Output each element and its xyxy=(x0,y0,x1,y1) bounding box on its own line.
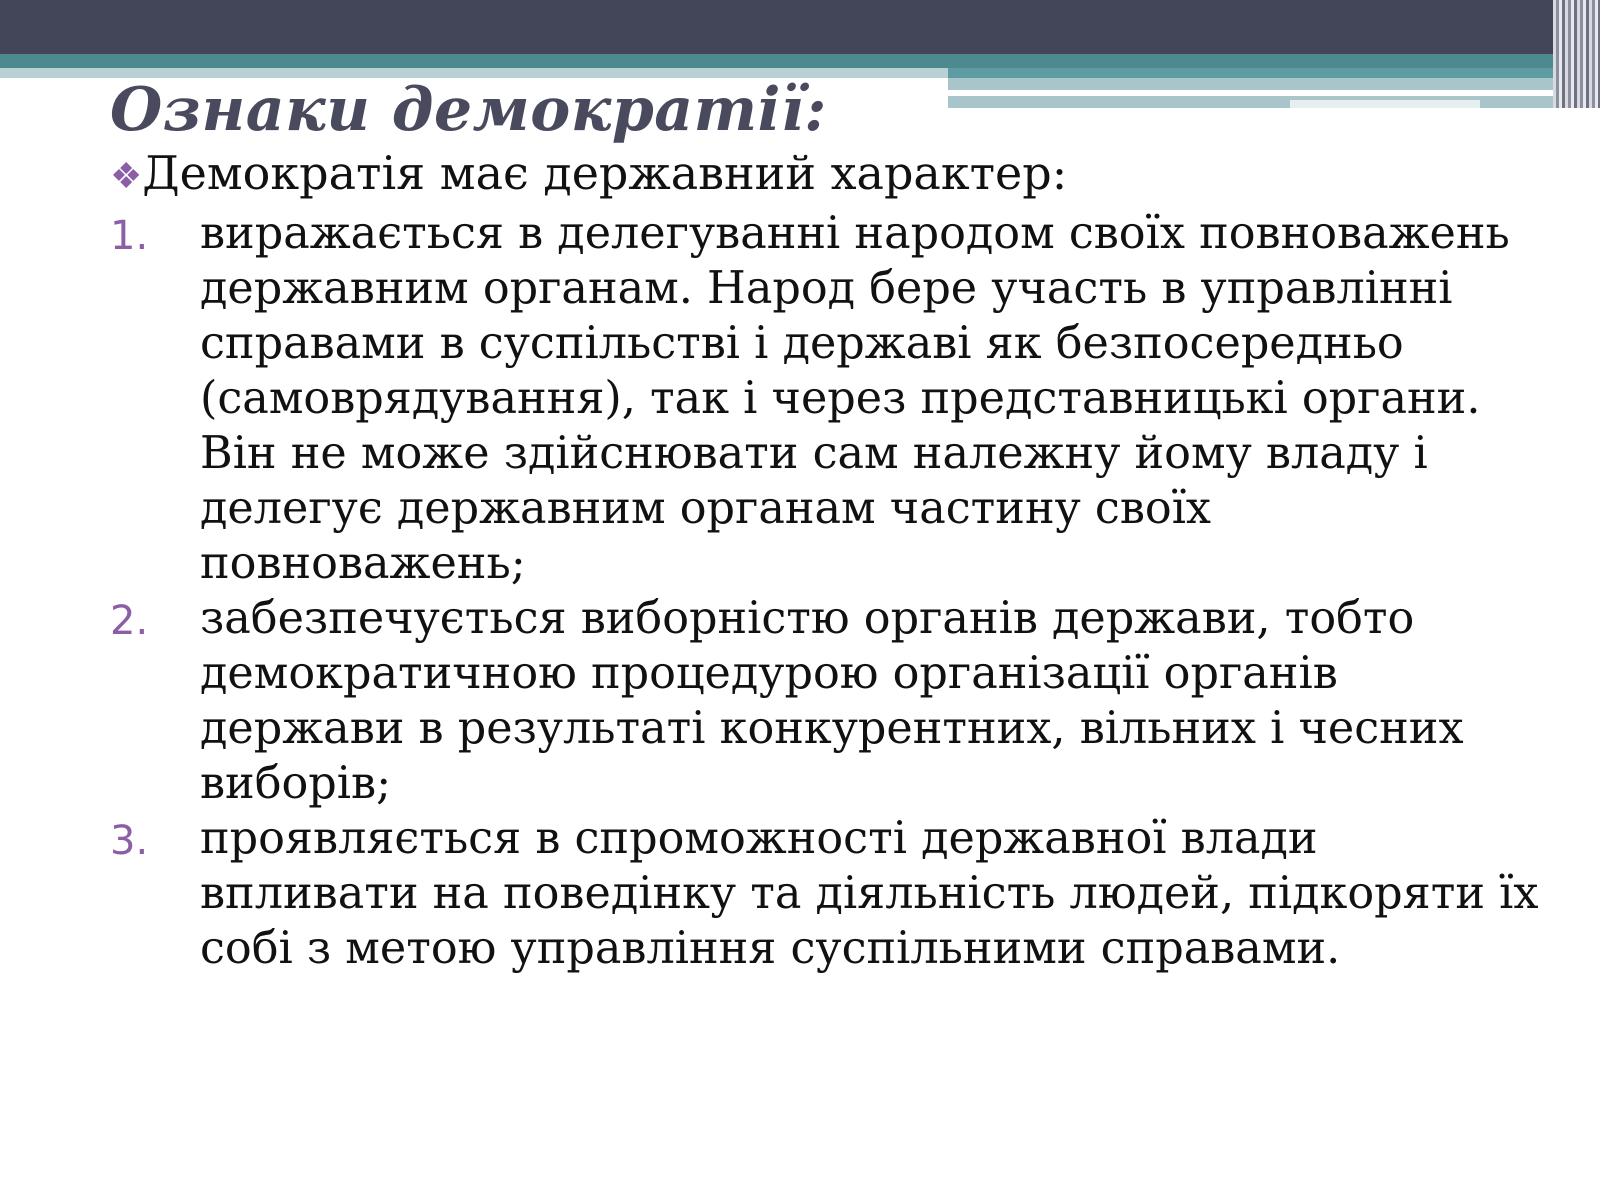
list-item-text: забезпечується виборністю органів держави, тобто демократичною процедурою організації органів держави в результаті конкурентних, вільних і чесних виборів; xyxy=(200,593,1464,809)
list-item-number: 2. xyxy=(110,598,149,644)
header-dark-bar xyxy=(0,0,1600,54)
numbered-list xyxy=(110,206,1550,976)
header-right-strip xyxy=(948,78,1600,90)
list-item xyxy=(110,811,1550,976)
list-item xyxy=(110,206,1550,591)
list-item xyxy=(110,591,1550,811)
header-teal-band xyxy=(0,54,1600,68)
diamond-bullet-icon: ❖ xyxy=(110,156,143,197)
slide-title: Ознаки демократії: xyxy=(110,75,827,145)
list-item-number: 3. xyxy=(110,818,149,864)
intro-line xyxy=(110,146,1067,204)
intro-text: Демократія має державний характер: xyxy=(142,146,1068,200)
header-right-band xyxy=(948,68,1600,78)
list-item-text: виражається в делегуванні народом своїх повноважень державним органам. Народ бере участь в управлінні справами в суспільстві і державі як безпосередньо (самоврядування), так і через представницькі органи. Він не може здійснювати сам належну йому владу і делегує державним органам частину своїх повноважень; xyxy=(200,208,1510,589)
header-right-accent xyxy=(1290,100,1480,108)
list-item-number: 1. xyxy=(110,213,149,259)
header-right-strip-lower xyxy=(948,96,1600,108)
header-vertical-stripes xyxy=(1553,0,1600,108)
list-item-text: проявляється в спроможності державної влади впливати на поведінку та діяльність людей, підкоряти їх собі з метою управління суспільними справами. xyxy=(200,813,1539,974)
